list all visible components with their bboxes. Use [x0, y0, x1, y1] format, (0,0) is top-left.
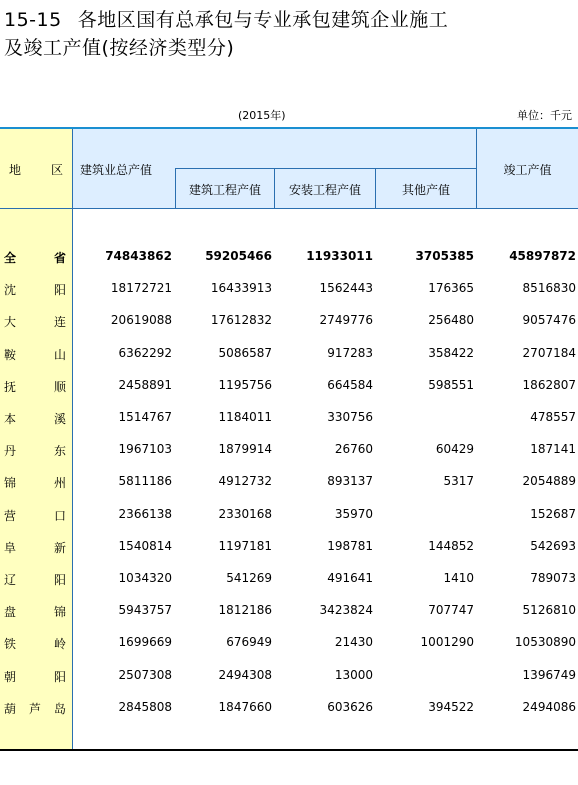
cell-completed: 5126810	[522, 603, 576, 617]
cell-total: 1967103	[118, 442, 172, 456]
row-region-name	[4, 474, 66, 491]
cell-total: 2458891	[118, 378, 172, 392]
header-subrule	[175, 168, 476, 169]
cell-completed: 187141	[530, 442, 576, 456]
cell-construction: 2494308	[218, 668, 272, 682]
cell-installation: 603626	[327, 700, 373, 714]
cell-other: 176365	[428, 281, 474, 295]
cell-other: 5317	[443, 474, 474, 488]
region-name-char: 盘	[4, 605, 17, 619]
cell-completed: 1396749	[522, 668, 576, 682]
cell-other: 1410	[443, 571, 474, 585]
header-bottom-rule	[0, 208, 578, 209]
region-name-char: 丹	[4, 444, 17, 458]
cell-other: 60429	[435, 442, 474, 456]
cell-total: 74843862	[105, 249, 172, 263]
cell-installation: 21430	[334, 635, 373, 649]
title-line-1: 各地区国有总承包与专业承包建筑企业施工	[77, 9, 449, 31]
cell-other: 358422	[428, 346, 474, 360]
region-name-char: 阜	[4, 541, 17, 555]
cell-total: 20619088	[110, 313, 172, 327]
region-name-char: 东	[53, 444, 66, 458]
region-name-char: 口	[53, 509, 66, 523]
region-name-char: 抚	[4, 380, 17, 394]
region-name-char: 州	[53, 476, 66, 490]
cell-construction: 1812186	[218, 603, 272, 617]
region-name-char: 新	[53, 541, 66, 555]
cell-total: 5943757	[118, 603, 172, 617]
cell-completed: 9057476	[522, 313, 576, 327]
region-column-background	[0, 129, 72, 749]
region-name-char: 鞍	[4, 348, 17, 362]
cell-completed: 2494086	[522, 700, 576, 714]
region-name-char: 阳	[53, 573, 66, 587]
region-name-char: 岭	[53, 637, 66, 651]
row-region-name	[4, 442, 66, 459]
header-completed: 竣工产值	[503, 163, 552, 177]
cell-completed: 478557	[530, 410, 576, 424]
cell-installation: 35970	[334, 507, 373, 521]
cell-construction: 1184011	[218, 410, 272, 424]
cell-construction: 1197181	[218, 539, 272, 553]
region-name-char: 朝	[4, 670, 17, 684]
cell-construction: 1879914	[218, 442, 272, 456]
cell-construction: 1847660	[218, 700, 272, 714]
cell-installation: 664584	[327, 378, 373, 392]
cell-installation: 26760	[334, 442, 373, 456]
cell-other: 3705385	[415, 249, 474, 263]
region-name-char: 沈	[4, 283, 17, 297]
table-top-rule	[0, 127, 578, 129]
region-name-char: 葫	[4, 702, 17, 716]
header-region-char-2: 区	[50, 163, 63, 177]
row-region-name	[4, 346, 66, 363]
region-name-char: 铁	[4, 637, 17, 651]
cell-total: 18172721	[110, 281, 172, 295]
cell-other: 598551	[428, 378, 474, 392]
region-name-char: 辽	[4, 573, 17, 587]
cell-installation: 11933011	[306, 249, 373, 263]
region-name-char: 阳	[53, 283, 66, 297]
cell-completed: 789073	[530, 571, 576, 585]
header-installation: 安装工程产值	[288, 183, 361, 197]
header-total-output: 建筑业总产值	[80, 163, 153, 177]
region-name-char: 全	[4, 251, 17, 265]
cell-installation: 893137	[327, 474, 373, 488]
cell-installation: 2749776	[319, 313, 373, 327]
cell-other: 394522	[428, 700, 474, 714]
row-region-name	[4, 249, 66, 266]
cell-total: 1034320	[118, 571, 172, 585]
cell-installation: 1562443	[319, 281, 373, 295]
region-name-char: 营	[4, 509, 17, 523]
row-region-name	[4, 313, 66, 330]
header-other: 其他产值	[401, 183, 450, 197]
table-bottom-rule	[0, 749, 578, 751]
cell-total: 1540814	[118, 539, 172, 553]
region-name-char: 阳	[53, 670, 66, 684]
cell-completed: 1862807	[522, 378, 576, 392]
region-name-char: 山	[53, 348, 66, 362]
year-note: (2015年)	[238, 109, 286, 122]
region-name-char: 大	[4, 315, 17, 329]
page-title	[4, 6, 448, 62]
region-name-char: 锦	[53, 605, 66, 619]
cell-total: 2507308	[118, 668, 172, 682]
row-region-name	[4, 281, 66, 298]
cell-completed: 152687	[530, 507, 576, 521]
cell-construction: 1195756	[218, 378, 272, 392]
cell-installation: 3423824	[319, 603, 373, 617]
cell-installation: 917283	[327, 346, 373, 360]
cell-construction: 4912732	[218, 474, 272, 488]
row-region-name	[4, 410, 66, 427]
row-region-name	[4, 539, 66, 556]
cell-other: 707747	[428, 603, 474, 617]
cell-construction: 2330168	[218, 507, 272, 521]
region-name-char: 芦	[28, 702, 41, 716]
cell-total: 2366138	[118, 507, 172, 521]
cell-installation: 330756	[327, 410, 373, 424]
unit-note: 单位：千元	[517, 109, 572, 122]
cell-installation: 491641	[327, 571, 373, 585]
cell-construction: 59205466	[205, 249, 272, 263]
cell-construction: 17612832	[210, 313, 272, 327]
row-region-name	[4, 668, 66, 685]
cell-total: 5811186	[118, 474, 172, 488]
cell-construction: 16433913	[210, 281, 272, 295]
cell-total: 1514767	[118, 410, 172, 424]
cell-other: 256480	[428, 313, 474, 327]
header-region	[9, 161, 63, 178]
region-name-char: 锦	[4, 476, 17, 490]
header-region-char-1: 地	[9, 163, 22, 177]
region-name-char: 省	[53, 251, 66, 265]
table-number: 15-15	[4, 9, 62, 31]
cell-completed: 542693	[530, 539, 576, 553]
cell-completed: 2054889	[522, 474, 576, 488]
cell-completed: 8516830	[522, 281, 576, 295]
cell-total: 6362292	[118, 346, 172, 360]
cell-completed: 2707184	[522, 346, 576, 360]
cell-other: 1001290	[420, 635, 474, 649]
row-region-name	[4, 571, 66, 588]
row-region-name	[4, 603, 66, 620]
region-name-char: 本	[4, 412, 17, 426]
row-region-name	[4, 378, 66, 395]
header-construction: 建筑工程产值	[188, 183, 261, 197]
cell-total: 2845808	[118, 700, 172, 714]
row-region-name	[4, 635, 66, 652]
cell-construction: 676949	[226, 635, 272, 649]
region-name-char: 溪	[53, 412, 66, 426]
title-line-2: 及竣工产值(按经济类型分)	[4, 37, 235, 59]
region-name-char: 顺	[53, 380, 66, 394]
region-name-char: 岛	[53, 702, 66, 716]
cell-other: 144852	[428, 539, 474, 553]
stub-divider	[72, 129, 73, 749]
cell-installation: 198781	[327, 539, 373, 553]
region-name-char: 连	[53, 315, 66, 329]
row-region-name	[4, 700, 66, 717]
cell-construction: 5086587	[218, 346, 272, 360]
cell-total: 1699669	[118, 635, 172, 649]
cell-completed: 45897872	[509, 249, 576, 263]
row-region-name	[4, 507, 66, 524]
cell-completed: 10530890	[514, 635, 576, 649]
cell-installation: 13000	[334, 668, 373, 682]
cell-construction: 541269	[226, 571, 272, 585]
